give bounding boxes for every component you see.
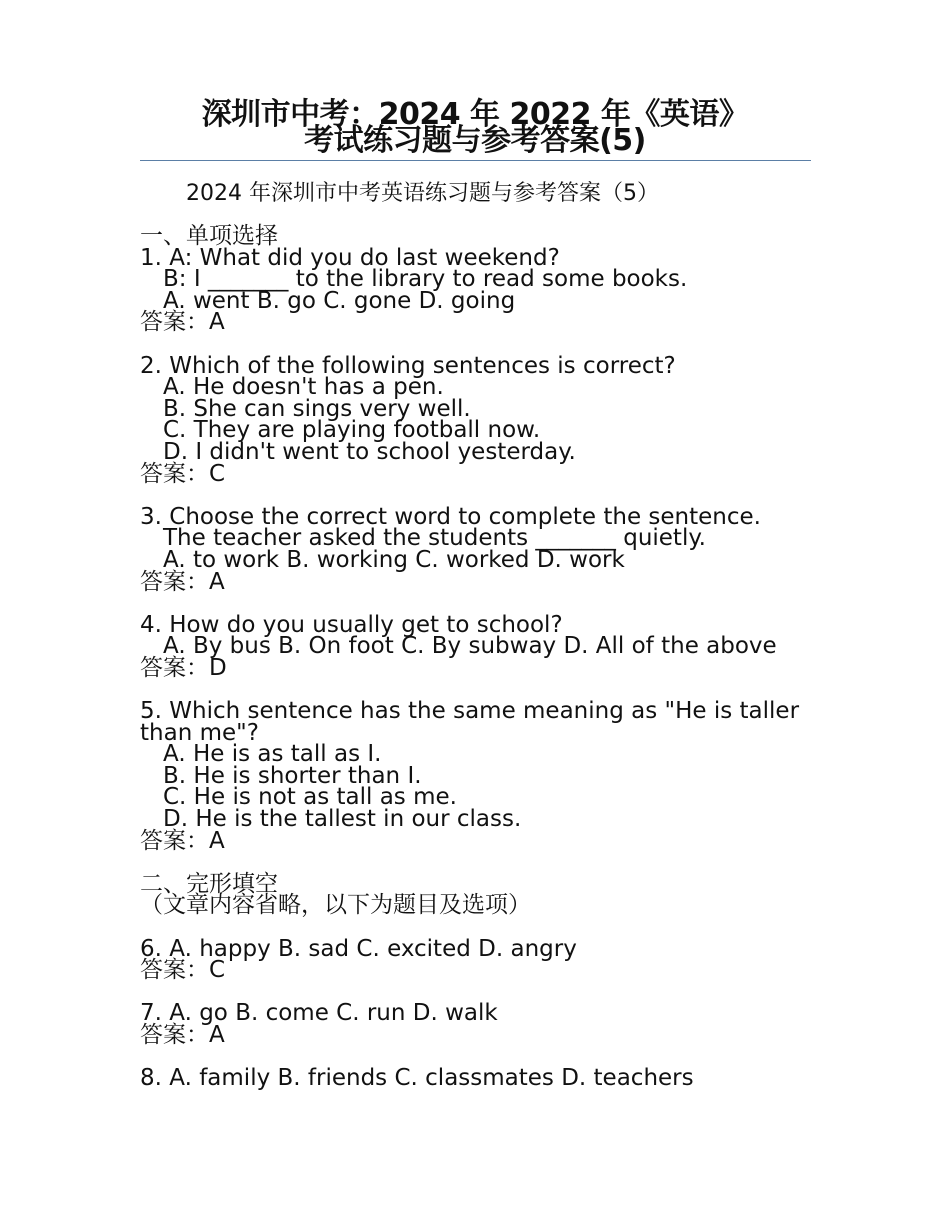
document-title (140, 97, 810, 158)
q4-answer: 答案：D (140, 654, 227, 681)
q3-answer: 答案：A (140, 568, 225, 595)
q2-option-c: C. They are playing football now. (163, 417, 541, 444)
document-body (140, 223, 820, 1092)
title-divider (140, 160, 811, 161)
q5-option-c: C. He is not as tall as me. (163, 784, 457, 811)
q3-options: A. to work B. working C. worked D. work (163, 546, 625, 573)
title-line-2: 考试练习题与参考答案(5) (304, 123, 646, 158)
q5-answer: 答案：A (140, 827, 225, 854)
q3-sentence: The teacher asked the students _______ quietly. (163, 525, 706, 552)
q5-stem: 5. Which sentence has the same meaning as "He is taller than me"? (140, 698, 800, 746)
q6-options: 6. A. happy B. sad C. excited D. angry (140, 935, 577, 962)
q4-stem: 4. How do you usually get to school? (140, 611, 563, 638)
q2-option-d: D. I didn't went to school yesterday. (163, 438, 576, 465)
q7-options: 7. A. go B. come C. run D. walk (140, 1000, 498, 1027)
q1-line-2: B: I _______ to the library to read some books. (163, 266, 688, 293)
q2-option-a: A. He doesn't has a pen. (163, 374, 444, 401)
q3-stem: 3. Choose the correct word to complete the sentence. (140, 503, 761, 530)
section-2-note: （文章内容省略，以下为题目及选项） (140, 892, 531, 919)
q5-option-b: B. He is shorter than I. (163, 762, 422, 789)
q2-answer: 答案：C (140, 460, 226, 487)
q5-option-d: D. He is the tallest in our class. (163, 806, 522, 833)
q5-option-a: A. He is as tall as I. (163, 741, 382, 768)
q4-options: A. By bus B. On foot C. By subway D. All of the above (163, 633, 777, 660)
q1-line-1: 1. A: What did you do last weekend? (140, 244, 560, 271)
title-line-1: 深圳市中考：2024 年 2022 年《英语》 (201, 97, 749, 132)
q1-options: A. went B. go C. gone D. going (163, 287, 516, 314)
section-1-heading: 一、单项选择 (140, 223, 278, 249)
q1-answer: 答案：A (140, 309, 225, 336)
section-2-heading: 二、完形填空 (140, 870, 278, 897)
q2-stem: 2. Which of the following sentences is correct? (140, 352, 676, 379)
q8-options: 8. A. family B. friends C. classmates D. teachers (140, 1065, 694, 1092)
q7-answer: 答案：A (140, 1021, 225, 1048)
document-subtitle: 2024 年深圳市中考英语练习题与参考答案（5） (186, 181, 659, 206)
q6-answer: 答案：C (140, 957, 226, 984)
q2-option-b: B. She can sings very well. (163, 395, 471, 422)
